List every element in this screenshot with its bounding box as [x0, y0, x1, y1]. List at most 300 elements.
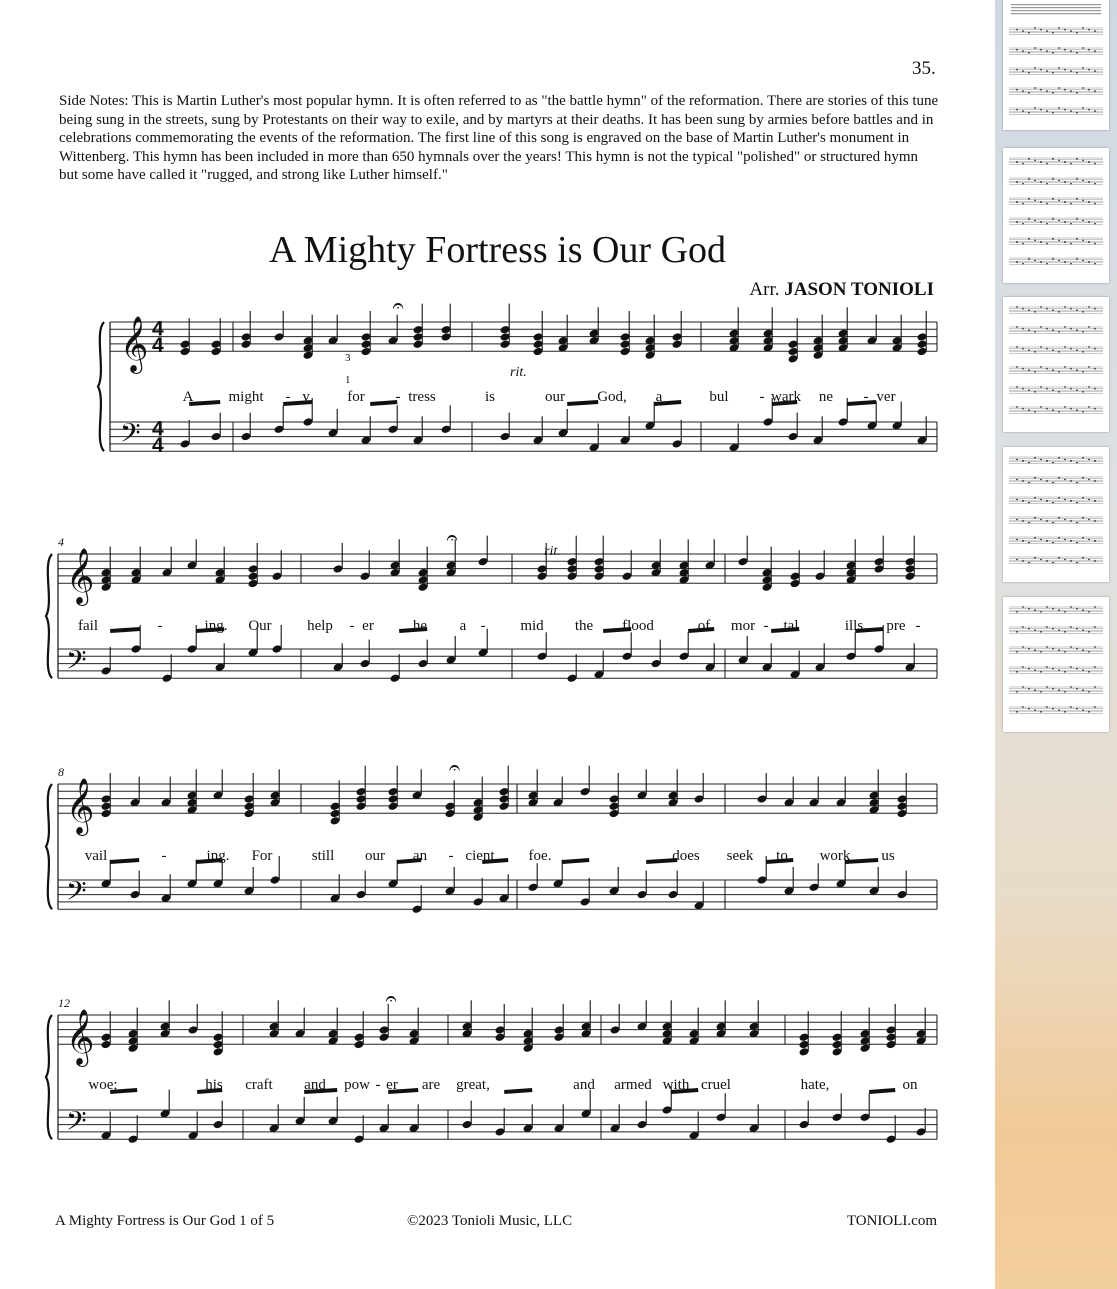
thumbnail-note — [1022, 223, 1024, 225]
note-beam — [110, 629, 140, 631]
thumbnail-note — [1016, 49, 1018, 51]
thumbnail-note — [1034, 240, 1036, 242]
thumbnail-note — [1082, 497, 1084, 499]
thumbnail-note — [1070, 203, 1072, 205]
thumbnail-note — [1034, 689, 1036, 691]
thumbnail-note — [1094, 203, 1096, 205]
thumbnail-note — [1016, 386, 1018, 388]
thumbnail-note — [1094, 308, 1096, 310]
thumbnail-note — [1034, 180, 1036, 182]
page-thumbnail-2[interactable] — [1003, 148, 1109, 283]
lyric-syllable: For — [251, 848, 273, 864]
thumbnail-note — [1058, 27, 1060, 29]
thumbnail-note — [1070, 646, 1072, 648]
page-thumbnail-3[interactable] — [1003, 297, 1109, 432]
note-beam — [110, 860, 139, 862]
thumbnail-note — [1082, 220, 1084, 222]
side-notes: Side Notes: This is Martin Luther's most popular hymn. It is often referred to as "the battle hymn" of the reformation. There are stories of this tune being sung in the streets, sung by Protestants on their way to exile, and by martyrs at their deaths. It has been sung by armies before battles and in celebrations commemorating the events of the reformation. The first line of this song is engraved on the base of Martin Luther's monument in Wittenberg. This hymn has been included in more than 650 hymnals over the years! This hymn is not the typical "polished" or structured hymn but some have called it "rugged, and strong like Luther himself." — [59, 93, 939, 184]
thumbnail-note — [1082, 311, 1084, 313]
lyric-syllable: tal — [783, 618, 799, 634]
thumbnail-note — [1046, 223, 1048, 225]
thumbnail-note — [1022, 328, 1024, 330]
thumbnail-note — [1070, 243, 1072, 245]
thumbnail-note — [1088, 181, 1090, 183]
thumbnail-note — [1076, 349, 1078, 351]
thumbnail-note — [1094, 243, 1096, 245]
thumbnail-note — [1046, 90, 1048, 92]
thumbnail-note — [1040, 261, 1042, 263]
thumbnail-note — [1058, 260, 1060, 262]
thumbnail-note — [1052, 409, 1054, 411]
thumbnail-note — [1022, 606, 1024, 608]
thumbnail-note — [1052, 502, 1054, 504]
thumbnail-note — [1028, 178, 1030, 180]
treble-clef-icon: 𝄞 — [66, 778, 95, 835]
note-beam — [562, 860, 589, 862]
lyric-syllable: to — [776, 848, 788, 864]
lyric-syllable: - — [759, 389, 765, 405]
thumbnail-note — [1022, 540, 1024, 542]
thumbnail-note — [1070, 263, 1072, 265]
thumbnail-note — [1028, 462, 1030, 464]
page-thumbnail-sidebar[interactable] — [995, 0, 1117, 1289]
measure-number: 8 — [58, 765, 64, 779]
music-system — [46, 986, 937, 1144]
note-beam — [189, 402, 220, 404]
lyric-syllable: - — [863, 389, 869, 405]
thumbnail-note — [1046, 520, 1048, 522]
time-signature-bottom: 4 — [152, 334, 164, 358]
thumbnail-note — [1064, 459, 1066, 461]
thumbnail-note — [1082, 457, 1084, 459]
lyric-syllable: ver — [876, 389, 896, 405]
thumbnail-note — [1082, 240, 1084, 242]
lyric-syllable: - — [285, 389, 291, 405]
thumbnail-note — [1022, 50, 1024, 52]
thumbnail-note — [1046, 666, 1048, 668]
thumbnail-note — [1058, 67, 1060, 69]
thumbnail-note — [1082, 629, 1084, 631]
thumbnail-note — [1058, 107, 1060, 109]
thumbnail-note — [1052, 72, 1054, 74]
thumbnail-note — [1070, 500, 1072, 502]
thumbnail-note — [1046, 50, 1048, 52]
thumbnail-note — [1076, 708, 1078, 710]
thumbnail-note — [1088, 221, 1090, 223]
thumbnail-note — [1070, 183, 1072, 185]
lyric-syllable: great, — [456, 1077, 490, 1093]
thumbnail-note — [1052, 329, 1054, 331]
thumbnail-note — [1022, 460, 1024, 462]
thumbnail-note — [1058, 649, 1060, 651]
thumbnail-note — [1052, 668, 1054, 670]
thumbnail-note — [1088, 109, 1090, 111]
thumbnail-note — [1088, 651, 1090, 653]
lyric-syllable: ing. — [206, 848, 230, 864]
thumbnail-note — [1076, 238, 1078, 240]
thumbnail-note — [1064, 631, 1066, 633]
thumbnail-note — [1034, 331, 1036, 333]
thumbnail-note — [1046, 480, 1048, 482]
lyric-syllable: for — [347, 389, 365, 405]
arranger-prefix: Arr. — [749, 279, 780, 300]
thumbnail-note — [1046, 328, 1048, 330]
staff-brace — [98, 322, 104, 451]
thumbnail-note — [1022, 706, 1024, 708]
thumbnail-note — [1094, 520, 1096, 522]
thumbnail-note — [1094, 70, 1096, 72]
thumbnail-note — [1046, 408, 1048, 410]
thumbnail-note — [1052, 349, 1054, 351]
lyric-syllable: of — [697, 618, 711, 634]
thumbnail-note — [1088, 611, 1090, 613]
lyric-syllable: - — [448, 848, 454, 864]
thumbnail-note — [1088, 499, 1090, 501]
lyric-syllable: still — [311, 848, 335, 864]
thumbnail-note — [1070, 686, 1072, 688]
fingering-mark: 1 — [345, 374, 351, 386]
thumbnail-note — [1034, 371, 1036, 373]
thumbnail-text-line — [1011, 13, 1101, 14]
staff-brace — [46, 784, 52, 909]
thumbnail-note — [1040, 49, 1042, 51]
lyric-syllable: work — [819, 848, 851, 864]
thumbnail-note — [1088, 671, 1090, 673]
thumbnail-note — [1040, 651, 1042, 653]
thumbnail-note — [1058, 87, 1060, 89]
thumbnail-note — [1082, 477, 1084, 479]
thumbnail-note — [1070, 70, 1072, 72]
thumbnail-note — [1082, 331, 1084, 333]
lyric-syllable: armed — [614, 1077, 652, 1093]
thumbnail-note — [1052, 522, 1054, 524]
note-beam — [370, 402, 397, 404]
thumbnail-note — [1082, 160, 1084, 162]
lyric-syllable: flood — [622, 618, 654, 634]
thumbnail-note — [1070, 706, 1072, 708]
lyric-syllable: the — [574, 618, 594, 634]
thumbnail-note — [1016, 89, 1018, 91]
thumbnail-note — [1082, 371, 1084, 373]
lyric-syllable: on — [902, 1077, 918, 1093]
thumbnail-note — [1082, 411, 1084, 413]
thumbnail-note — [1028, 349, 1030, 351]
thumbnail-note — [1016, 671, 1018, 673]
thumbnail-note — [1094, 50, 1096, 52]
thumbnail-note — [1052, 52, 1054, 54]
lyric-syllable: God, — [597, 389, 627, 405]
time-signature-top: 4 — [152, 317, 164, 341]
thumbnail-note — [1028, 329, 1030, 331]
thumbnail-note — [1070, 666, 1072, 668]
bass-clef-icon: 𝄢 — [66, 1104, 87, 1143]
thumbnail-note — [1082, 517, 1084, 519]
fingering-mark: 3 — [345, 352, 351, 364]
thumbnail-note — [1046, 686, 1048, 688]
thumbnail-note — [1064, 261, 1066, 263]
lyric-syllable: a — [655, 389, 663, 405]
thumbnail-note — [1034, 709, 1036, 711]
page-thumbnail-1[interactable] — [1003, 0, 1109, 130]
thumbnail-note — [1088, 386, 1090, 388]
thumbnail-note — [1022, 308, 1024, 310]
thumbnail-note — [1022, 368, 1024, 370]
thumbnail-note — [1016, 109, 1018, 111]
thumbnail-note — [1016, 479, 1018, 481]
thumbnail-note — [1052, 92, 1054, 94]
thumbnail-note — [1016, 69, 1018, 71]
thumbnail-preview — [1003, 597, 1109, 732]
page-number: 35. — [912, 58, 936, 79]
thumbnail-note — [1058, 709, 1060, 711]
thumbnail-note — [1088, 459, 1090, 461]
thumbnail-note — [1058, 411, 1060, 413]
thumbnail-note — [1052, 708, 1054, 710]
thumbnail-note — [1034, 517, 1036, 519]
lyric-syllable: er — [362, 618, 374, 634]
thumbnail-text-line — [1011, 4, 1101, 5]
thumbnail-note — [1046, 706, 1048, 708]
lyric-syllable: us — [881, 848, 895, 864]
thumbnail-note — [1034, 497, 1036, 499]
note-beam — [567, 402, 598, 404]
thumbnail-note — [1076, 389, 1078, 391]
lyric-syllable: - — [375, 1077, 381, 1093]
thumbnail-note — [1070, 368, 1072, 370]
thumbnail-note — [1040, 711, 1042, 713]
thumbnail-note — [1016, 559, 1018, 561]
thumbnail-note — [1058, 669, 1060, 671]
thumbnail-note — [1076, 178, 1078, 180]
measure-number: 4 — [58, 535, 64, 549]
thumbnail-note — [1094, 348, 1096, 350]
thumbnail-note — [1016, 631, 1018, 633]
time-signature-top: 4 — [152, 417, 164, 441]
thumbnail-note — [1022, 348, 1024, 350]
thumbnail-note — [1088, 631, 1090, 633]
thumbnail-note — [1094, 560, 1096, 562]
thumbnail-note — [1058, 180, 1060, 182]
lyric-syllable: are — [421, 1077, 441, 1093]
thumbnail-note — [1046, 203, 1048, 205]
thumbnail-note — [1040, 326, 1042, 328]
thumbnail-note — [1028, 482, 1030, 484]
page-thumbnail-4[interactable] — [1003, 447, 1109, 582]
thumbnail-note — [1058, 351, 1060, 353]
thumbnail-note — [1064, 306, 1066, 308]
thumbnail-note — [1076, 522, 1078, 524]
lyric-syllable: and — [304, 1077, 326, 1093]
thumbnail-note — [1082, 67, 1084, 69]
thumbnail-note — [1076, 668, 1078, 670]
thumbnail-note — [1034, 457, 1036, 459]
thumbnail-note — [1076, 32, 1078, 34]
thumbnail-note — [1094, 328, 1096, 330]
thumbnail-note — [1052, 542, 1054, 544]
thumbnail-note — [1052, 112, 1054, 114]
thumbnail-note — [1088, 539, 1090, 541]
thumbnail-note — [1022, 666, 1024, 668]
thumbnail-note — [1052, 32, 1054, 34]
ritardando-marking: rit. — [510, 365, 527, 380]
page-thumbnail-5[interactable] — [1003, 597, 1109, 732]
thumbnail-note — [1052, 628, 1054, 630]
thumbnail-note — [1058, 457, 1060, 459]
thumbnail-note — [1064, 611, 1066, 613]
thumbnail-note — [1064, 201, 1066, 203]
thumbnail-note — [1028, 542, 1030, 544]
thumbnail-note — [1070, 163, 1072, 165]
thumbnail-note — [1052, 369, 1054, 371]
lyric-syllable: tress — [408, 389, 436, 405]
thumbnail-note — [1094, 408, 1096, 410]
lyric-syllable: - — [395, 389, 401, 405]
thumbnail-note — [1076, 309, 1078, 311]
thumbnail-note — [1028, 218, 1030, 220]
thumbnail-note — [1076, 648, 1078, 650]
thumbnail-note — [1040, 109, 1042, 111]
thumbnail-note — [1046, 183, 1048, 185]
arranger-name: JASON TONIOLI — [784, 279, 934, 300]
thumbnail-note — [1040, 386, 1042, 388]
thumbnail-note — [1064, 241, 1066, 243]
thumbnail-note — [1094, 90, 1096, 92]
lyric-syllable: seek — [726, 848, 754, 864]
thumbnail-note — [1082, 260, 1084, 262]
thumbnail-note — [1070, 388, 1072, 390]
thumbnail-note — [1040, 691, 1042, 693]
thumbnail-note — [1034, 669, 1036, 671]
thumbnail-note — [1064, 49, 1066, 51]
thumbnail-note — [1022, 480, 1024, 482]
thumbnail-text-line — [1011, 10, 1101, 11]
thumbnail-preview — [1003, 148, 1109, 283]
thumbnail-note — [1040, 559, 1042, 561]
thumbnail-note — [1094, 540, 1096, 542]
thumbnail-note — [1082, 351, 1084, 353]
thumbnail-note — [1052, 688, 1054, 690]
footer-copyright: ©2023 Tonioli Music, LLC — [407, 1213, 573, 1229]
footer-website: TONIOLI.com — [846, 1213, 937, 1229]
thumbnail-note — [1058, 47, 1060, 49]
thumbnail-note — [1070, 626, 1072, 628]
thumbnail-note — [1058, 537, 1060, 539]
thumbnail-note — [1064, 559, 1066, 561]
lyric-syllable: ills — [844, 618, 864, 634]
thumbnail-note — [1094, 110, 1096, 112]
thumbnail-note — [1076, 409, 1078, 411]
thumbnail-note — [1034, 160, 1036, 162]
thumbnail-note — [1088, 519, 1090, 521]
thumbnail-preview — [1003, 447, 1109, 582]
thumbnail-note — [1064, 109, 1066, 111]
thumbnail-note — [1046, 308, 1048, 310]
thumbnail-note — [1064, 479, 1066, 481]
thumbnail-note — [1040, 241, 1042, 243]
lyric-syllable: his — [205, 1077, 223, 1093]
thumbnail-note — [1064, 691, 1066, 693]
thumbnail-note — [1052, 648, 1054, 650]
thumbnail-note — [1016, 519, 1018, 521]
lyric-syllable: cruel — [701, 1077, 731, 1093]
staff-brace — [46, 554, 52, 678]
thumbnail-note — [1040, 631, 1042, 633]
thumbnail-note — [1046, 163, 1048, 165]
thumbnail-note — [1094, 30, 1096, 32]
thumbnail-note — [1076, 688, 1078, 690]
thumbnail-note — [1016, 366, 1018, 368]
lyric-syllable: pre — [886, 618, 906, 634]
thumbnail-note — [1016, 161, 1018, 163]
thumbnail-note — [1064, 499, 1066, 501]
thumbnail-note — [1058, 311, 1060, 313]
thumbnail-note — [1088, 49, 1090, 51]
thumbnail-note — [1082, 689, 1084, 691]
thumbnail-note — [1034, 629, 1036, 631]
thumbnail-note — [1016, 459, 1018, 461]
lyric-syllable: - — [763, 618, 769, 634]
thumbnail-note — [1052, 389, 1054, 391]
thumbnail-note — [1028, 72, 1030, 74]
thumbnail-note — [1064, 326, 1066, 328]
footer-page-info: A Mighty Fortress is Our God 1 of 5 — [55, 1213, 275, 1229]
thumbnail-note — [1040, 539, 1042, 541]
thumbnail-note — [1058, 220, 1060, 222]
thumbnail-note — [1064, 69, 1066, 71]
thumbnail-note — [1058, 497, 1060, 499]
thumbnail-note — [1094, 388, 1096, 390]
thumbnail-note — [1028, 112, 1030, 114]
lyric-syllable: - — [157, 618, 163, 634]
thumbnail-note — [1022, 560, 1024, 562]
thumbnail-note — [1028, 708, 1030, 710]
thumbnail-note — [1034, 47, 1036, 49]
thumbnail-note — [1070, 110, 1072, 112]
thumbnail-note — [1076, 562, 1078, 564]
thumbnail-note — [1058, 609, 1060, 611]
thumbnail-note — [1052, 608, 1054, 610]
thumbnail-note — [1034, 477, 1036, 479]
thumbnail-note — [1070, 408, 1072, 410]
thumbnail-note — [1022, 203, 1024, 205]
thumbnail-note — [1052, 482, 1054, 484]
thumbnail-note — [1082, 669, 1084, 671]
thumbnail-note — [1034, 107, 1036, 109]
thumbnail-note — [1064, 89, 1066, 91]
lyric-syllable: our — [545, 389, 565, 405]
thumbnail-note — [1082, 47, 1084, 49]
thumbnail-note — [1076, 542, 1078, 544]
thumbnail-note — [1028, 32, 1030, 34]
thumbnail-note — [1016, 201, 1018, 203]
thumbnail-note — [1046, 30, 1048, 32]
thumbnail-note — [1064, 386, 1066, 388]
thumbnail-note — [1070, 328, 1072, 330]
thumbnail-note — [1070, 560, 1072, 562]
thumbnail-note — [1070, 348, 1072, 350]
thumbnail-note — [1028, 389, 1030, 391]
lyric-syllable: - — [915, 618, 921, 634]
music-system — [46, 755, 937, 914]
thumbnail-note — [1082, 200, 1084, 202]
note-beam — [869, 1090, 895, 1092]
thumbnail-note — [1070, 606, 1072, 608]
thumbnail-note — [1040, 479, 1042, 481]
lyric-syllable: wark — [771, 389, 801, 405]
lyric-syllable: is — [484, 389, 496, 405]
thumbnail-note — [1016, 29, 1018, 31]
thumbnail-note — [1052, 562, 1054, 564]
